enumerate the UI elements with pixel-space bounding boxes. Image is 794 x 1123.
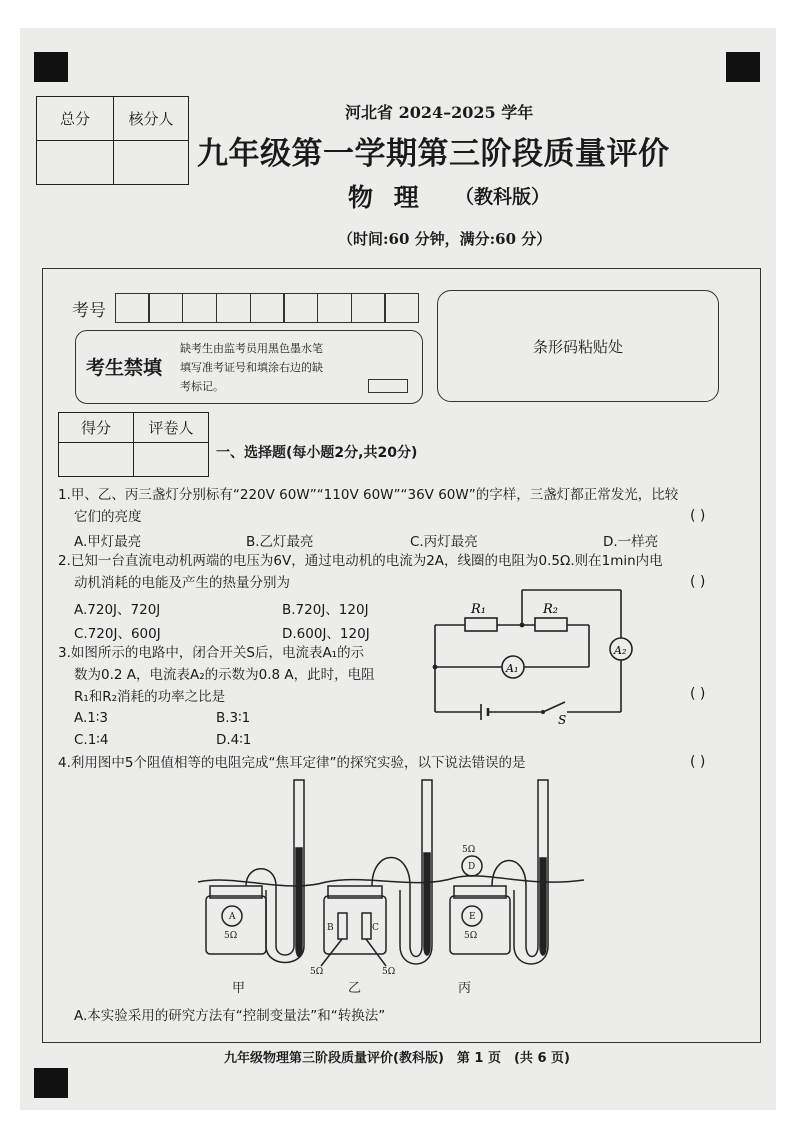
label-yi: 乙	[348, 981, 362, 996]
corner-mark-top-left	[34, 52, 68, 82]
time-info: （时间:60 分钟，满分:60 分）	[338, 230, 552, 248]
kaohao-cell[interactable]	[351, 293, 386, 323]
label-res-d: D	[468, 862, 476, 872]
total-score-cell[interactable]	[37, 141, 114, 185]
label-bing: 丙	[458, 981, 472, 996]
checker-label: 核分人	[114, 97, 189, 141]
q4-text-line1: 4.利用图中5个阻值相等的电阻完成“焦耳定律”的探究实验，以下说法错误的是	[58, 755, 526, 771]
kaohao-cell[interactable]	[317, 293, 352, 323]
section-score-cell[interactable]	[59, 443, 134, 477]
circuit-diagram	[425, 585, 645, 725]
subject-title: 物 理	[348, 183, 425, 212]
q2-text-line2: 动机消耗的电能及产生的热量分别为	[74, 575, 290, 591]
kaohao-cell[interactable]	[182, 293, 217, 323]
resistor-r2	[535, 618, 567, 631]
kaohao-cell[interactable]	[250, 293, 285, 323]
page-footer: 九年级物理第三阶段质量评价(教科版) 第 1 页 (共 6 页)	[224, 1051, 570, 1066]
q2-option-b[interactable]: B.720J、120J	[282, 602, 369, 618]
q2-text-line1: 2.已知一台直流电动机两端的电压为6V，通过电动机的电流为2A，线圈的电阻为0.5Ω.则在1min内电	[58, 553, 663, 569]
forbid-text-line: 缺考生由监考员用黑色墨水笔	[180, 342, 323, 355]
q1-text-line1: 1.甲、乙、丙三盏灯分别标有“220V 60W”“110V 60W”“36V 60W”的字样，三盏灯都正常发光，比较	[58, 487, 679, 503]
edition-label: （教科版）	[455, 186, 551, 208]
label-ohm-d: 5Ω	[462, 845, 476, 855]
label-a2: A₂	[614, 644, 627, 657]
switch-icon	[543, 702, 565, 712]
exam-title: 九年级第一学期第三阶段质量评价	[197, 136, 670, 172]
label-ohm-e: 5Ω	[464, 931, 478, 941]
resistor-r1	[465, 618, 497, 631]
label-ohm-a: 5Ω	[224, 931, 238, 941]
q1-option-d[interactable]: D.一样亮	[603, 534, 659, 550]
kaohao-label: 考号	[72, 301, 106, 321]
corner-mark-top-right	[726, 52, 760, 82]
label-res-e: E	[469, 912, 476, 922]
q3-answer-paren[interactable]: ( )	[690, 686, 706, 702]
province-year: 河北省 2024–2025 学年	[345, 103, 534, 122]
label-switch: S	[558, 713, 567, 725]
q4-answer-paren[interactable]: ( )	[690, 754, 706, 770]
label-ohm-c: 5Ω	[382, 967, 396, 977]
q1-answer-paren[interactable]: ( )	[690, 508, 706, 524]
q1-option-b[interactable]: B.乙灯最亮	[246, 534, 314, 550]
q3-text-line2: 数为0.2 A，电流表A₂的示数为0.8 A，此时，电阻	[74, 667, 375, 683]
forbid-text	[180, 339, 323, 396]
q2-answer-paren[interactable]: ( )	[690, 574, 706, 590]
q2-option-c[interactable]: C.720J、600J	[74, 626, 161, 642]
label-r1: R₁	[471, 602, 486, 617]
q1-option-c[interactable]: C.丙灯最亮	[410, 534, 478, 550]
label-res-a: A	[229, 912, 236, 922]
joule-experiment-figure	[196, 778, 586, 998]
q3-text-line3: R₁和R₂消耗的功率之比是	[74, 689, 226, 705]
section-title: 一、选择题(每小题2分,共20分)	[216, 445, 418, 461]
label-a1: A₁	[506, 662, 519, 675]
barcode-label: 条形码粘贴处	[532, 337, 623, 356]
label-res-b: B	[327, 923, 334, 933]
q1-option-a[interactable]: A.甲灯最亮	[74, 534, 142, 550]
forbid-fill-box	[75, 330, 423, 404]
forbid-text-line: 填写准考证号和填涂右边的缺	[180, 361, 323, 374]
q4-option-a[interactable]: A.本实验采用的研究方法有“控制变量法”和“转换法”	[74, 1008, 386, 1024]
q3-option-c[interactable]: C.1∶4	[74, 732, 109, 748]
corner-mark-bottom-left	[34, 1068, 68, 1098]
kaohao-cell[interactable]	[384, 293, 419, 323]
q3-option-d[interactable]: D.4∶1	[216, 732, 252, 748]
label-ohm-b: 5Ω	[310, 967, 324, 977]
q2-option-d[interactable]: D.600J、120J	[282, 626, 370, 642]
q3-option-b[interactable]: B.3∶1	[216, 710, 251, 726]
forbid-text-line: 考标记。	[180, 380, 224, 393]
q3-option-a[interactable]: A.1∶3	[74, 710, 108, 726]
kaohao-input[interactable]	[116, 293, 419, 323]
section-score-table	[58, 412, 209, 477]
container-bing	[450, 896, 510, 954]
absent-mark-box[interactable]	[368, 379, 408, 393]
q2-option-a[interactable]: A.720J、720J	[74, 602, 161, 618]
barcode-area	[437, 290, 719, 402]
kaohao-cell[interactable]	[283, 293, 318, 323]
q3-text-line1: 3.如图所示的电路中，闭合开关S后，电流表A₁的示	[58, 645, 365, 661]
forbid-title: 考生禁填	[86, 357, 163, 379]
kaohao-cell[interactable]	[216, 293, 251, 323]
label-jia: 甲	[232, 981, 246, 996]
reviewer-cell[interactable]	[134, 443, 209, 477]
reviewer-label: 评卷人	[134, 413, 209, 443]
label-res-c: C	[372, 923, 379, 933]
total-score-table	[36, 96, 189, 185]
kaohao-cell[interactable]	[115, 293, 150, 323]
q1-text-line2: 它们的亮度	[74, 509, 142, 525]
label-r2: R₂	[543, 602, 558, 617]
total-score-label: 总分	[37, 97, 114, 141]
kaohao-cell[interactable]	[148, 293, 183, 323]
section-score-label: 得分	[59, 413, 134, 443]
checker-cell[interactable]	[114, 141, 189, 185]
